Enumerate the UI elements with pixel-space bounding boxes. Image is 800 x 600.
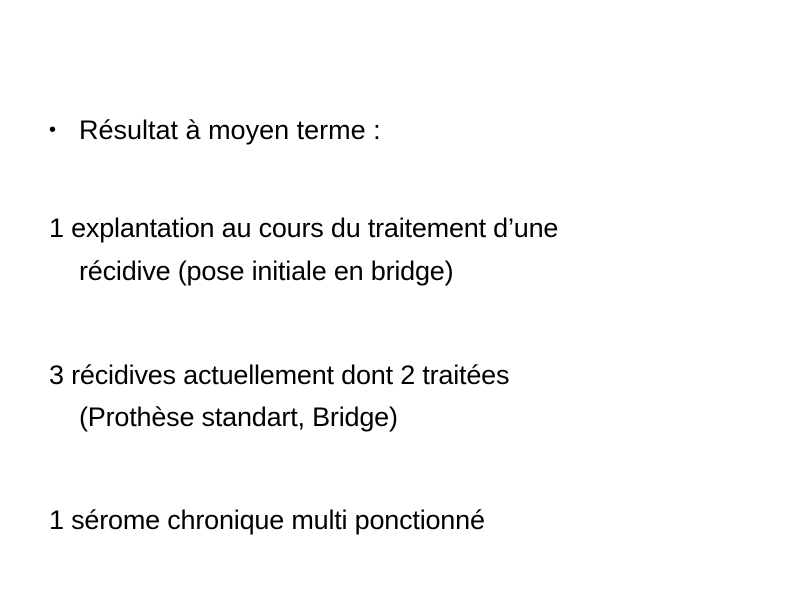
bullet-icon: • (49, 119, 57, 141)
paragraph-3-line-1: 1 sérome chronique multi ponctionné (49, 505, 485, 535)
paragraph-1-line-1: 1 explantation au cours du traitement d’une (49, 213, 559, 243)
paragraph-2-line-1: 3 récidives actuellement dont 2 traitées (49, 360, 510, 390)
paragraph-2-line-2: (Prothèse standart, Bridge) (79, 402, 398, 432)
bullet-text: Résultat à moyen terme : (79, 115, 381, 145)
bullet-item (49, 110, 381, 150)
paragraph-1-line-2: récidive (pose initiale en bridge) (79, 256, 454, 286)
